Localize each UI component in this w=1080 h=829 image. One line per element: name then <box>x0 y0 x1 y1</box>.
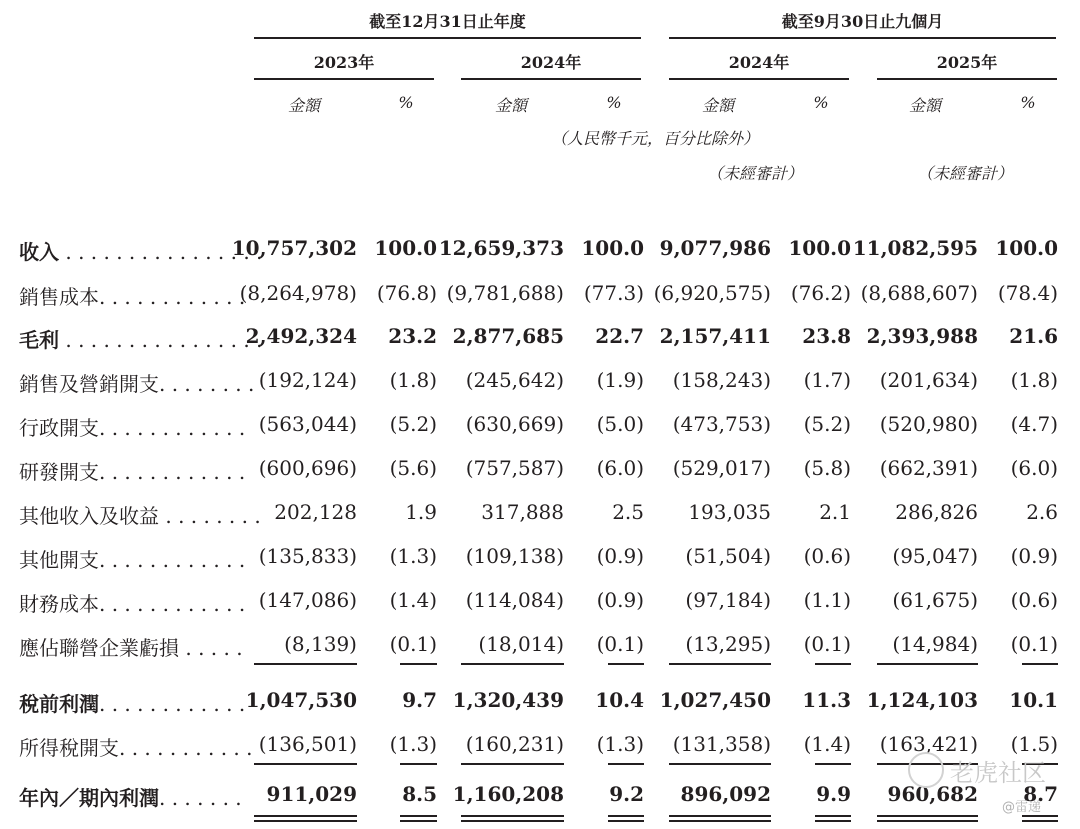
row-label-leader: . . . . . . . . . . . <box>119 736 253 760</box>
row-label-leader: . . . . . . . . <box>159 504 261 528</box>
percent-cell: 23.8 <box>802 324 851 348</box>
percent-cell: 21.6 <box>1009 324 1058 348</box>
row-label-leader: . . . . . . . . . . . . . . . . <box>59 240 263 264</box>
total-double-rule <box>254 815 357 817</box>
percent-header: % <box>606 93 622 112</box>
percent-cell: 100.0 <box>581 236 644 260</box>
percent-cell: (6.0) <box>1010 456 1058 480</box>
period-header-9m: 截至9月30日止九個月 <box>781 12 944 31</box>
amount-cell: (163,421) <box>879 732 978 756</box>
percent-cell: (1.4) <box>803 732 851 756</box>
amount-cell: (97,184) <box>685 588 771 612</box>
amount-cell: (14,984) <box>892 632 978 656</box>
percent-cell: (1.8) <box>1010 368 1058 392</box>
amount-cell: (18,014) <box>478 632 564 656</box>
percent-cell: 9.7 <box>402 688 437 712</box>
amount-cell: (245,642) <box>465 368 564 392</box>
percent-cell: (1.1) <box>803 588 851 612</box>
amount-cell: (158,243) <box>672 368 771 392</box>
subtotal-rule <box>400 663 437 665</box>
percent-cell: (0.9) <box>596 588 644 612</box>
amount-cell: (600,696) <box>258 456 357 480</box>
percent-cell: 8.5 <box>402 782 437 806</box>
percent-cell: 10.4 <box>595 688 644 712</box>
amount-cell: (563,044) <box>258 412 357 436</box>
total-double-rule <box>461 815 564 817</box>
amount-cell: (201,634) <box>879 368 978 392</box>
percent-cell: (1.7) <box>803 368 851 392</box>
percent-cell: (5.6) <box>389 456 437 480</box>
amount-cell: 12,659,373 <box>438 236 564 260</box>
subtotal-rule <box>815 763 851 765</box>
row-label-leader: . . . . . . . . . . . . . . . . <box>59 328 263 352</box>
percent-cell: 9.2 <box>609 782 644 806</box>
amount-cell: 1,160,208 <box>452 782 564 806</box>
percent-cell: (0.1) <box>1010 632 1058 656</box>
amount-cell: (9,781,688) <box>446 281 564 305</box>
percent-cell: (1.3) <box>389 544 437 568</box>
amount-cell: 1,124,103 <box>866 688 978 712</box>
period-rule-9m <box>669 37 1056 39</box>
period-rule-fy <box>254 37 641 39</box>
row-label-leader: . . . . . <box>179 636 243 660</box>
amount-cell: (662,391) <box>879 456 978 480</box>
percent-cell: (0.1) <box>803 632 851 656</box>
subtotal-rule <box>669 663 771 665</box>
amount-cell: (160,231) <box>465 732 564 756</box>
year-rule-2025 <box>877 78 1057 80</box>
row-label-leader: . . . . . . . . . . . . <box>99 548 246 572</box>
percent-cell: (5.2) <box>803 412 851 436</box>
row-label-leader: . . . . . . . . <box>159 372 255 396</box>
amount-cell: 911,029 <box>266 782 357 806</box>
subtotal-rule <box>254 763 357 765</box>
row-label <box>19 456 245 485</box>
year-rule-2023 <box>254 78 434 80</box>
total-double-rule <box>1022 815 1058 817</box>
percent-header: % <box>398 93 414 112</box>
amount-cell: 193,035 <box>688 500 771 524</box>
percent-cell: (1.5) <box>1010 732 1058 756</box>
percent-cell: (1.3) <box>389 732 437 756</box>
row-label <box>19 544 245 573</box>
amount-cell: 9,077,986 <box>659 236 771 260</box>
amount-cell: 317,888 <box>481 500 564 524</box>
row-label-text: 其他收入及收益 <box>19 504 159 528</box>
watermark-logo-icon <box>908 752 944 788</box>
percent-cell: 100.0 <box>374 236 437 260</box>
amount-cell: 1,027,450 <box>659 688 771 712</box>
total-double-rule <box>877 815 978 817</box>
amount-cell: (8,688,607) <box>860 281 978 305</box>
percent-cell: (0.6) <box>803 544 851 568</box>
amount-cell: 202,128 <box>274 500 357 524</box>
total-double-rule <box>608 815 644 817</box>
amount-cell: (109,138) <box>465 544 564 568</box>
row-label-text: 年內／期內利潤 <box>19 786 159 810</box>
amount-cell: 2,877,685 <box>452 324 564 348</box>
row-label-leader: . . . . . . . . . . . . <box>99 592 246 616</box>
row-label-leader: . . . . . . . . . . . . <box>99 416 246 440</box>
amount-cell: (520,980) <box>879 412 978 436</box>
percent-cell: 23.2 <box>388 324 437 348</box>
amount-header: 金額 <box>701 96 734 115</box>
amount-cell: 1,320,439 <box>452 688 564 712</box>
row-label-text: 應佔聯營企業虧損 <box>19 636 179 660</box>
row-label-leader: . . . . . . . . . . . . <box>99 460 246 484</box>
year-header-2025: 2025年 <box>936 53 998 72</box>
subtotal-rule <box>461 763 564 765</box>
amount-cell: (757,587) <box>465 456 564 480</box>
percent-cell: (0.9) <box>1010 544 1058 568</box>
subtotal-rule <box>608 763 644 765</box>
total-double-rule <box>669 815 771 817</box>
percent-cell: (6.0) <box>596 456 644 480</box>
amount-cell: (131,358) <box>672 732 771 756</box>
total-double-rule <box>608 820 644 822</box>
row-label-text: 收入 <box>19 240 59 264</box>
period-header-fy: 截至12月31日止年度 <box>369 12 526 31</box>
amount-cell: 896,092 <box>680 782 771 806</box>
subtotal-rule <box>877 663 978 665</box>
amount-cell: (529,017) <box>672 456 771 480</box>
row-label <box>19 588 245 617</box>
percent-cell: 100.0 <box>788 236 851 260</box>
row-label-text: 其他開支 <box>19 548 99 572</box>
percent-cell: (76.2) <box>790 281 851 305</box>
year-rule-2024-fy <box>461 78 641 80</box>
subtotal-rule <box>669 763 771 765</box>
percent-cell: (0.1) <box>389 632 437 656</box>
amount-cell: (13,295) <box>685 632 771 656</box>
percent-header: % <box>1020 93 1036 112</box>
amount-header: 金額 <box>908 96 941 115</box>
amount-cell: 1,047,530 <box>245 688 357 712</box>
subtotal-rule <box>1022 663 1058 665</box>
subtotal-rule <box>815 663 851 665</box>
percent-cell: (1.3) <box>596 732 644 756</box>
amount-cell: (51,504) <box>685 544 771 568</box>
row-label-leader: . . . . . . . . . . . . <box>99 692 246 716</box>
row-label-text: 毛利 <box>19 328 59 352</box>
percent-cell: 2.1 <box>819 500 851 524</box>
percent-cell: (1.9) <box>596 368 644 392</box>
amount-cell: 2,157,411 <box>659 324 771 348</box>
amount-cell: 2,492,324 <box>245 324 357 348</box>
amount-header: 金額 <box>494 96 527 115</box>
unaudited-note: （未經審計） <box>916 164 1013 183</box>
percent-cell: (1.4) <box>389 588 437 612</box>
amount-cell: (630,669) <box>465 412 564 436</box>
total-double-rule <box>1022 820 1058 822</box>
amount-cell: 11,082,595 <box>852 236 978 260</box>
percent-cell: (78.4) <box>997 281 1058 305</box>
percent-cell: (0.9) <box>596 544 644 568</box>
percent-cell: 8.7 <box>1023 782 1058 806</box>
percent-cell: 2.6 <box>1026 500 1058 524</box>
percent-cell: 9.9 <box>816 782 851 806</box>
row-label-text: 稅前利潤 <box>19 692 99 716</box>
total-double-rule <box>400 815 437 817</box>
percent-cell: (0.6) <box>1010 588 1058 612</box>
watermark-brand: 老虎社区 <box>950 759 1046 787</box>
amount-cell: (8,139) <box>284 632 357 656</box>
total-double-rule <box>461 820 564 822</box>
subtotal-rule <box>461 663 564 665</box>
percent-cell: (76.8) <box>376 281 437 305</box>
year-header-2024-fy: 2024年 <box>520 53 582 72</box>
percent-cell: 100.0 <box>995 236 1058 260</box>
row-label-leader: . . . . . . . <box>159 786 242 810</box>
year-header-2024-9m: 2024年 <box>728 53 790 72</box>
row-label-text: 行政開支 <box>19 416 99 440</box>
subtotal-rule <box>608 663 644 665</box>
percent-cell: (0.1) <box>596 632 644 656</box>
amount-cell: (61,675) <box>892 588 978 612</box>
amount-cell: 286,826 <box>895 500 978 524</box>
percent-cell: 2.5 <box>612 500 644 524</box>
row-label <box>19 688 245 717</box>
total-double-rule <box>254 820 357 822</box>
row-label-text: 銷售及營銷開支 <box>19 372 159 396</box>
percent-header: % <box>813 93 829 112</box>
row-label <box>19 412 245 441</box>
total-double-rule <box>669 820 771 822</box>
row-label <box>19 324 262 353</box>
amount-cell: 10,757,302 <box>231 236 357 260</box>
amount-cell: (192,124) <box>258 368 357 392</box>
subtotal-rule <box>400 763 437 765</box>
amount-cell: (473,753) <box>672 412 771 436</box>
row-label <box>19 782 242 811</box>
percent-cell: (5.8) <box>803 456 851 480</box>
year-header-2023: 2023年 <box>313 53 375 72</box>
percent-cell: (1.8) <box>389 368 437 392</box>
row-label-leader: . . . . . . . . . . . . <box>99 285 246 309</box>
row-label <box>19 236 262 265</box>
percent-cell: (77.3) <box>583 281 644 305</box>
currency-note: （人民幣千元，百分比除外） <box>550 129 759 148</box>
subtotal-rule <box>254 663 357 665</box>
unaudited-note: （未經審計） <box>706 164 803 183</box>
amount-cell: (147,086) <box>258 588 357 612</box>
watermark-handle: @雷递 <box>1002 800 1042 815</box>
row-label-text: 財務成本 <box>19 592 99 616</box>
amount-header: 金額 <box>287 96 320 115</box>
percent-cell: 22.7 <box>595 324 644 348</box>
amount-cell: (135,833) <box>258 544 357 568</box>
percent-cell: 11.3 <box>802 688 851 712</box>
total-double-rule <box>400 820 437 822</box>
percent-cell: (5.0) <box>596 412 644 436</box>
amount-cell: (6,920,575) <box>653 281 771 305</box>
amount-cell: (136,501) <box>258 732 357 756</box>
row-label-text: 研發開支 <box>19 460 99 484</box>
row-label <box>19 281 245 310</box>
total-double-rule <box>815 820 851 822</box>
amount-cell: 2,393,988 <box>866 324 978 348</box>
amount-cell: (114,084) <box>465 588 564 612</box>
row-label-text: 所得稅開支 <box>19 736 119 760</box>
amount-cell: (8,264,978) <box>239 281 357 305</box>
percent-cell: 10.1 <box>1009 688 1058 712</box>
row-label <box>19 732 253 761</box>
percent-cell: (5.2) <box>389 412 437 436</box>
percent-cell: 1.9 <box>405 500 437 524</box>
row-label-text: 銷售成本 <box>19 285 99 309</box>
row-label <box>19 632 243 661</box>
amount-cell: (95,047) <box>892 544 978 568</box>
percent-cell: (4.7) <box>1010 412 1058 436</box>
amount-cell: 960,682 <box>887 782 978 806</box>
total-double-rule <box>815 815 851 817</box>
total-double-rule <box>877 820 978 822</box>
year-rule-2024-9m <box>669 78 849 80</box>
row-label <box>19 368 254 397</box>
row-label <box>19 500 261 529</box>
